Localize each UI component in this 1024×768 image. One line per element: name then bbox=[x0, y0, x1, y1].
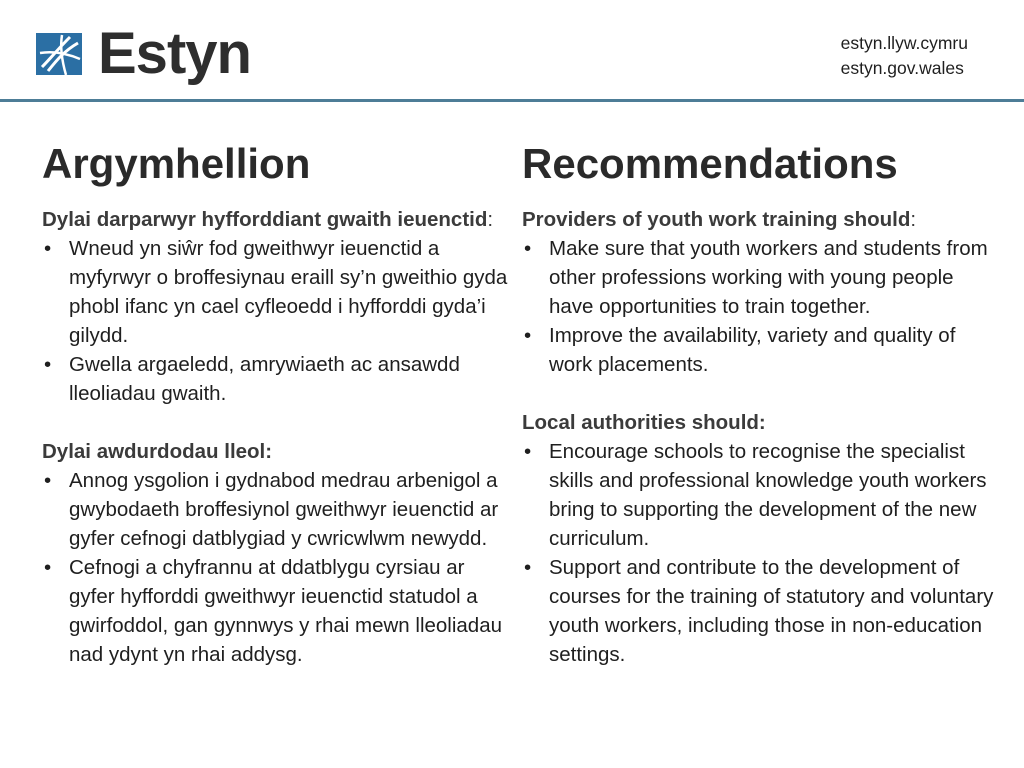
list-item: • Encourage schools to recognise the specialist skills and professional knowledge youth workers bring to supporting the development of the new curriculum. bbox=[522, 437, 1002, 553]
bullet-list bbox=[522, 437, 1002, 669]
link-welsh-site[interactable]: estyn.llyw.cymru bbox=[840, 33, 968, 53]
list-item: • Cefnogi a chyfrannu at ddatblygu cyrsiau ar gyfer hyfforddi gweithwyr ieuenctid statudol a gwirfoddol, gan gynnwys y rhai mewn lleoliadau nad ydynt yn rhai addysg. bbox=[42, 553, 512, 669]
welsh-title: Argymhellion bbox=[42, 140, 311, 187]
english-column bbox=[522, 135, 1002, 669]
site-links bbox=[841, 31, 968, 81]
list-item: • Gwella argaeledd, amrywiaeth ac ansawdd lleoliadau gwaith. bbox=[42, 350, 512, 408]
section-heading: Local authorities should: bbox=[522, 411, 766, 434]
section-heading: Dylai darparwyr hyfforddiant gwaith ieuenctid: bbox=[42, 208, 494, 231]
logo-wordmark: Estyn bbox=[98, 21, 251, 86]
section-heading: Providers of youth work training should: bbox=[522, 208, 917, 231]
section-heading: Dylai awdurdodau lleol: bbox=[42, 440, 273, 463]
english-title: Recommendations bbox=[522, 140, 898, 187]
list-item: • Make sure that youth workers and students from other professions working with young people have opportunities to train together. bbox=[522, 234, 1002, 321]
header-divider bbox=[0, 99, 1024, 102]
list-item: • Support and contribute to the development of courses for the training of statutory and voluntary youth workers, including those in non-education settings. bbox=[522, 553, 1002, 669]
estyn-logo-mark-icon bbox=[36, 29, 86, 79]
list-item: • Wneud yn siŵr fod gweithwyr ieuenctid a myfyrwyr o broffesiynau eraill sy’n gweithio gyda phobl ifanc yn cael cyfleoedd i hyfforddi gyda’i gilydd. bbox=[42, 234, 512, 350]
list-item: • Annog ysgolion i gydnabod medrau arbenigol a gwybodaeth broffesiynol gweithwyr ieuenctid ar gyfer cefnogi datblygiad y cwricwlwm newydd. bbox=[42, 466, 512, 553]
bullet-list bbox=[42, 466, 512, 669]
page-header bbox=[0, 0, 1024, 102]
list-item: • Improve the availability, variety and quality of work placements. bbox=[522, 321, 1002, 379]
bullet-list bbox=[42, 234, 512, 408]
estyn-logo[interactable] bbox=[36, 20, 251, 88]
welsh-column bbox=[42, 135, 512, 669]
bullet-list bbox=[522, 234, 1002, 379]
link-english-site[interactable]: estyn.gov.wales bbox=[840, 58, 964, 78]
